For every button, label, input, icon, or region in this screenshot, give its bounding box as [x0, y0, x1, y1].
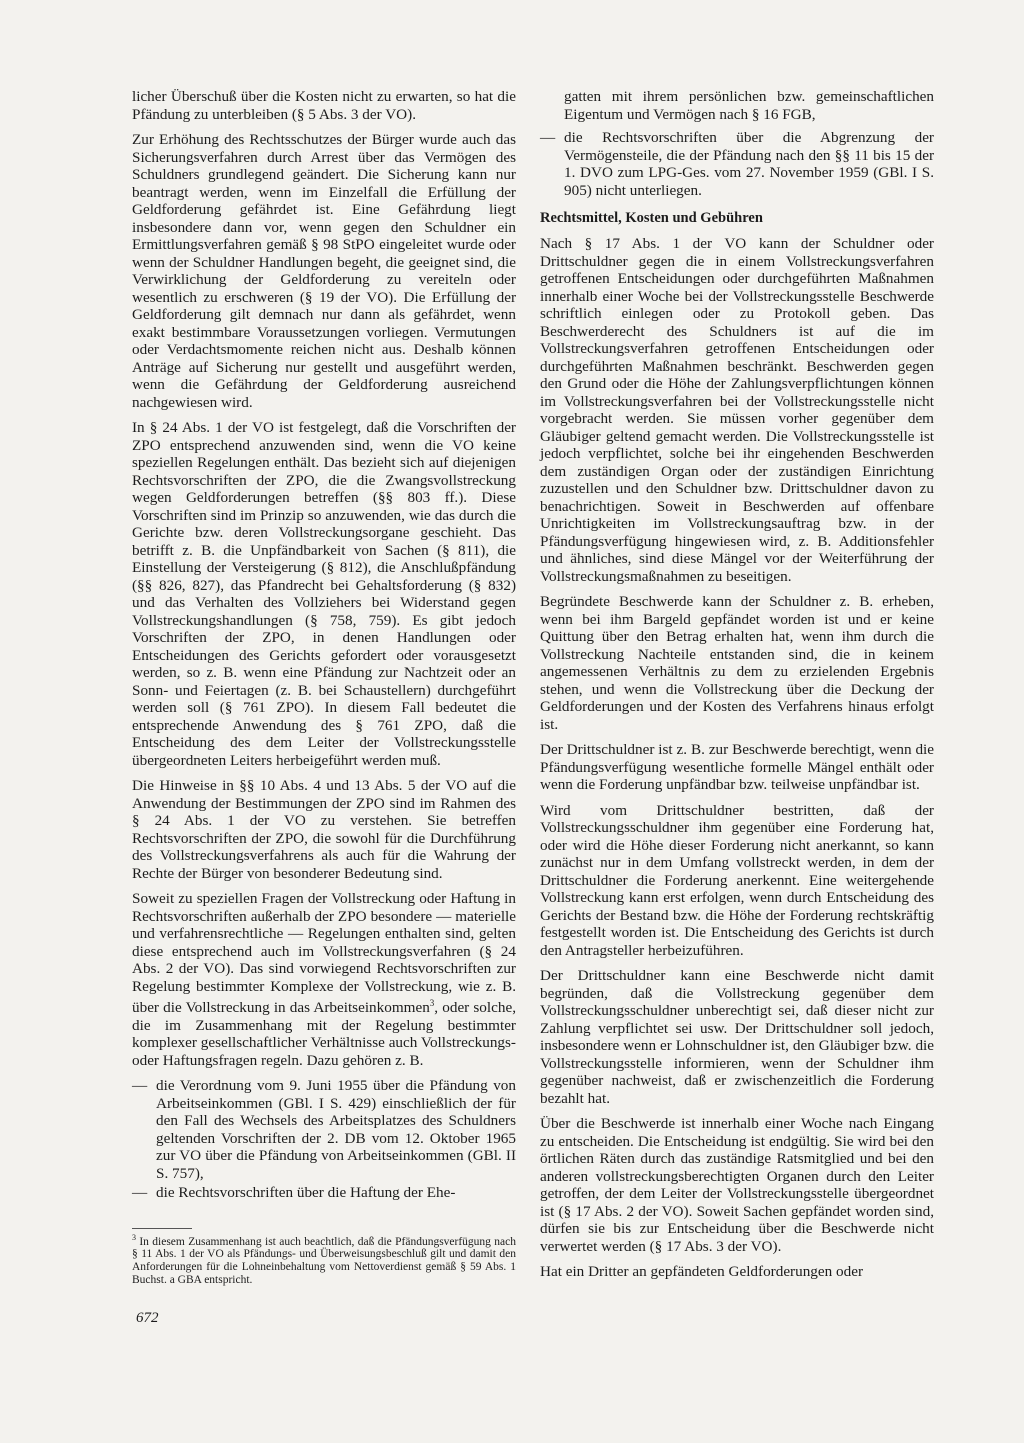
paragraph: Der Drittschuldner ist z. B. zur Beschwerde berechtigt, wenn die Pfändungsverfügung wesentliche formelle Mängel enthält oder wenn die Forderung unpfändbar bzw. teilweise unpfändbar ist. [540, 741, 934, 793]
section-heading: Rechtsmittel, Kosten und Gebühren [540, 210, 763, 226]
footnote-divider [132, 1228, 192, 1229]
paragraph: In § 24 Abs. 1 der VO ist festgelegt, daß die Vorschriften der ZPO entsprechend anzuwenden sind, wenn die VO keine speziellen Regelungen enthält. Das bezieht sich auf diejenigen Rechtsvorschriften der ZPO, die die Zwangsvollstreckung wegen Geldforderungen betreffen (§§ 803 ff.). Diese Vorschriften sind im Prinzip so anzuwenden, wie das durch die Gerichte bzw. deren Vollstreckungsorgane geschieht. Das betrifft z. B. die Unpfändbarkeit von Sachen (§ 811), die Einstellung der Versteigerung (§ 812), die Anschlußpfändung (§§ 826, 827), das Pfandrecht bei Gehaltsforderung (§ 832) und das Verhalten des Vollziehers bei Widerstand gegen Vollstreckungshandlungen (§ 758, 759). Es gibt jedoch Vorschriften der ZPO, in denen Handlungen oder Entscheidungen des Gerichts gefordert oder vorausgesetzt werden, so z. B. wenn eine Pfändung zur Nachtzeit oder an Sonn- und Feiertagen (z. B. bei Schaustellern) durchgeführt werden soll (§ 761 ZPO). In diesem Fall bedeutet die entsprechende Anwendung des § 761 ZPO, daß die Entscheidung des dem Leiter der Vollstreckungsstelle übergeordneten Leiters herbeigeführt werden muß. [132, 419, 516, 769]
paragraph-text: Soweit zu speziellen Fragen der Vollstreckung oder Haftung in Rechtsvorschriften außerhalb der ZPO besondere — materielle und verfahrensrechtliche — Regelungen enthalten sind, gelten diese entsprechend auch im Vollstreckungsverfahren (§ 24 Abs. 2 der VO). Das sind vorwiegend Rechtsvorschriften zur Regelung bestimmter Komplexe der Vollstreckung, wie z. B. über die Vollstreckung in das Arbeitseinkommen [132, 890, 516, 1017]
paragraph: Der Drittschuldner kann eine Beschwerde nicht damit begründen, daß die Vollstreckung gegenüber dem Vollstreckungsschuldner unberechtigt sei, daß dieser nicht zur Zahlung verpflichtet sei usw. Der Drittschuldner soll jedoch, insbesondere wenn er Lohnschuldner ist, den Gläubiger bzw. die Vollstreckungsstelle informieren, wenn der Schuldner ihm gegenüber nachweist, daß er zwischenzeitlich die Forderung bezahlt hat. [540, 967, 934, 1107]
dash-bullet: — [132, 1077, 148, 1095]
list-item [540, 129, 934, 199]
paragraph: Die Hinweise in §§ 10 Abs. 4 und 13 Abs. 5 der VO auf die Anwendung der Bestimmungen der ZPO sind im Rahmen des § 24 Abs. 1 der VO zu verstehen. Sie betreffen Rechtsvorschriften der ZPO, die sowohl für die Durchführung des Vollstreckungsverfahrens als auch für die Wahrung der Rechte der Bürger von besonderer Bedeutung sind. [132, 777, 516, 882]
footnote-reference: 3 [429, 998, 435, 1008]
paragraph: Begründete Beschwerde kann der Schuldner z. B. erheben, wenn bei ihm Bargeld gepfändet worden ist und er keine Quittung über den Betrag erhalten hat, wenn ihm durch die Vollstreckung Nachteile entstanden sind, die in keinem angemessenen Verhältnis zu dem zu erzielenden Ergebnis stehen, und wenn die Vollstreckung über die Deckung der Geldforderungen und der Kosten des Verfahrens hinaus erfolgt ist. [540, 593, 934, 733]
paragraph: Zur Erhöhung des Rechtsschutzes der Bürger wurde auch das Sicherungsverfahren durch Arrest über das Vermögen des Schuldners grundlegend geändert. Die Sicherung kann nur beantragt werden, wenn im Einzelfall die Erfüllung der Geldforderung gefährdet ist. Eine Gefährdung liegt insbesondere dann vor, wenn gegen den Schuldner ein Ermittlungsverfahren gemäß § 98 StPO eingeleitet wurde oder wenn der Schuldner Handlungen begeht, die geeignet sind, die Verwirklichung der Geldforderung zu vereiteln oder wesentlich zu erschweren (§ 19 der VO). Die Erfüllung der Geldforderung gilt demnach nur dann als gefährdet, wenn exakt bestimmbare Voraussetzungen vorliegen. Vermutungen oder Verdachtsmomente reichen nicht aus. Deshalb können Anträge auf Sicherung nur gestellt und ausgeführt werden, wenn die Gefährdung der Geldforderung ausreichend nachgewiesen wird. [132, 131, 516, 411]
paragraph-text: , oder solche, die im Zusammenhang mit der Regelung bestimmter komplexer gesellschaftlicher Verhältnisse auch Vollstreckungs- oder Haftungsfragen regeln. Dazu gehören z. B. [132, 999, 516, 1069]
list-item-continuation: gatten mit ihrem persönlichen bzw. gemeinschaftlichen Eigentum und Vermögen nach § 16 FGB, [564, 88, 934, 123]
paragraph [132, 890, 516, 1069]
list-item-text: die Verordnung vom 9. Juni 1955 über die Pfändung von Arbeitseinkommen (GBl. I S. 429) einschließlich der für den Fall des Wechsels des Arbeitsplatzes des Schuldners geltenden Vorschriften der 2. DB vom 12. Oktober 1965 zur VO über die Pfändung von Arbeitseinkommen (GBl. II S. 757), [156, 1077, 516, 1182]
paragraph: Hat ein Dritter an gepfändeten Geldforderungen oder [540, 1263, 864, 1280]
footnote-text: In diesem Zusammenhang ist auch beachtlich, daß die Pfändungsverfügung nach § 11 Abs. 1 der VO als Pfändungs- und Überweisungsbeschluß gilt und damit den Anforderungen für die Lohneinbehaltung vom Nettoverdienst gemäß § 59 Abs. 1 Buchst. a GBA entspricht. [132, 1235, 516, 1286]
paragraph: Wird vom Drittschuldner bestritten, daß der Vollstreckungsschuldner ihm gegenüber eine Forderung hat, oder wird die Höhe dieser Forderung nicht anerkannt, so kann zunächst nur in dem Umfang vollstreckt werden, in dem der Drittschuldner die Forderung anerkennt. Eine weitergehende Vollstreckung kann erst erfolgen, wenn durch Entscheidung des Gerichts der Bestand bzw. die Höhe der Forderung rechtskräftig festgestellt worden ist. Die Entscheidung des Gerichts ist durch den Antragsteller herbeizuführen. [540, 801, 934, 959]
page-number: 672 [136, 1310, 159, 1326]
dash-bullet: — [540, 129, 556, 146]
footnote-marker: 3 [132, 1233, 136, 1242]
footnote [132, 1232, 516, 1286]
dash-bullet: — [132, 1184, 148, 1202]
list-item [132, 1184, 516, 1202]
list-item-text: die Rechtsvorschriften über die Haftung der Ehe- [156, 1184, 456, 1202]
list-item [132, 1077, 516, 1182]
paragraph: Nach § 17 Abs. 1 der VO kann der Schuldner oder Drittschuldner gegen die in einem Vollstreckungsverfahren getroffenen Entscheidungen oder durchgeführten Maßnahmen innerhalb einer Woche bei der Vollstreckungsstelle Beschwerde schriftlich einlegen oder zu Protokoll geben. Das Beschwerderecht des Schuldners ist auf die im Vollstreckungsverfahren getroffenen Entscheidungen oder durchgeführten Maßnahmen beschränkt. Beschwerden gegen den Grund oder die Höhe der Zahlungsverpflichtungen können im Vollstreckungsverfahren bei der Vollstreckungsstelle nicht vorgebracht werden. Sie müssen vorher gegenüber dem Gläubiger geltend gemacht werden. Die Vollstreckungsstelle ist jedoch verpflichtet, solche bei ihr eingehenden Beschwerden dem zuständigen Organ oder der zuständigen Einrichtung zuzustellen und den Schuldner bzw. Drittschuldner davon zu benachrichtigen. Soweit in Beschwerden auf offenbare Unrichtigkeiten im Vollstreckungsauftrag bzw. in der Pfändungsverfügung hingewiesen wird, z. B. Additionsfehler und ähnliches, sind diese Mängel vor der Weiterführung der Vollstreckungsmaßnahmen zu beseitigen. [540, 235, 934, 585]
paragraph: Über die Beschwerde ist innerhalb einer Woche nach Eingang zu entscheiden. Die Entscheidung ist endgültig. Sie wird bei den örtlichen Räten durch das zuständige Ratsmitglied und bei den anderen vollstreckungsberechtigten Organen durch den Leiter getroffen, der dem Leiter der Vollstreckungsstelle übergeordnet ist (§ 17 Abs. 2 der VO). Soweit Sachen gepfändet worden sind, dürfen sie bis zur Entscheidung über die Beschwerde nicht verwertet werden (§ 17 Abs. 3 der VO). [540, 1115, 934, 1255]
right-column [540, 88, 934, 1289]
list-item-text: die Rechtsvorschriften über die Abgrenzung der Vermögensteile, die der Pfändung nach den §§ 11 bis 15 der 1. DVO zum LPG-Ges. vom 27. November 1959 (GBl. I S. 905) nicht unterliegen. [564, 129, 934, 199]
left-column [132, 88, 516, 1204]
paragraph: licher Überschuß über die Kosten nicht zu erwarten, so hat die Pfändung zu unterbleiben (§ 5 Abs. 3 der VO). [132, 88, 516, 123]
